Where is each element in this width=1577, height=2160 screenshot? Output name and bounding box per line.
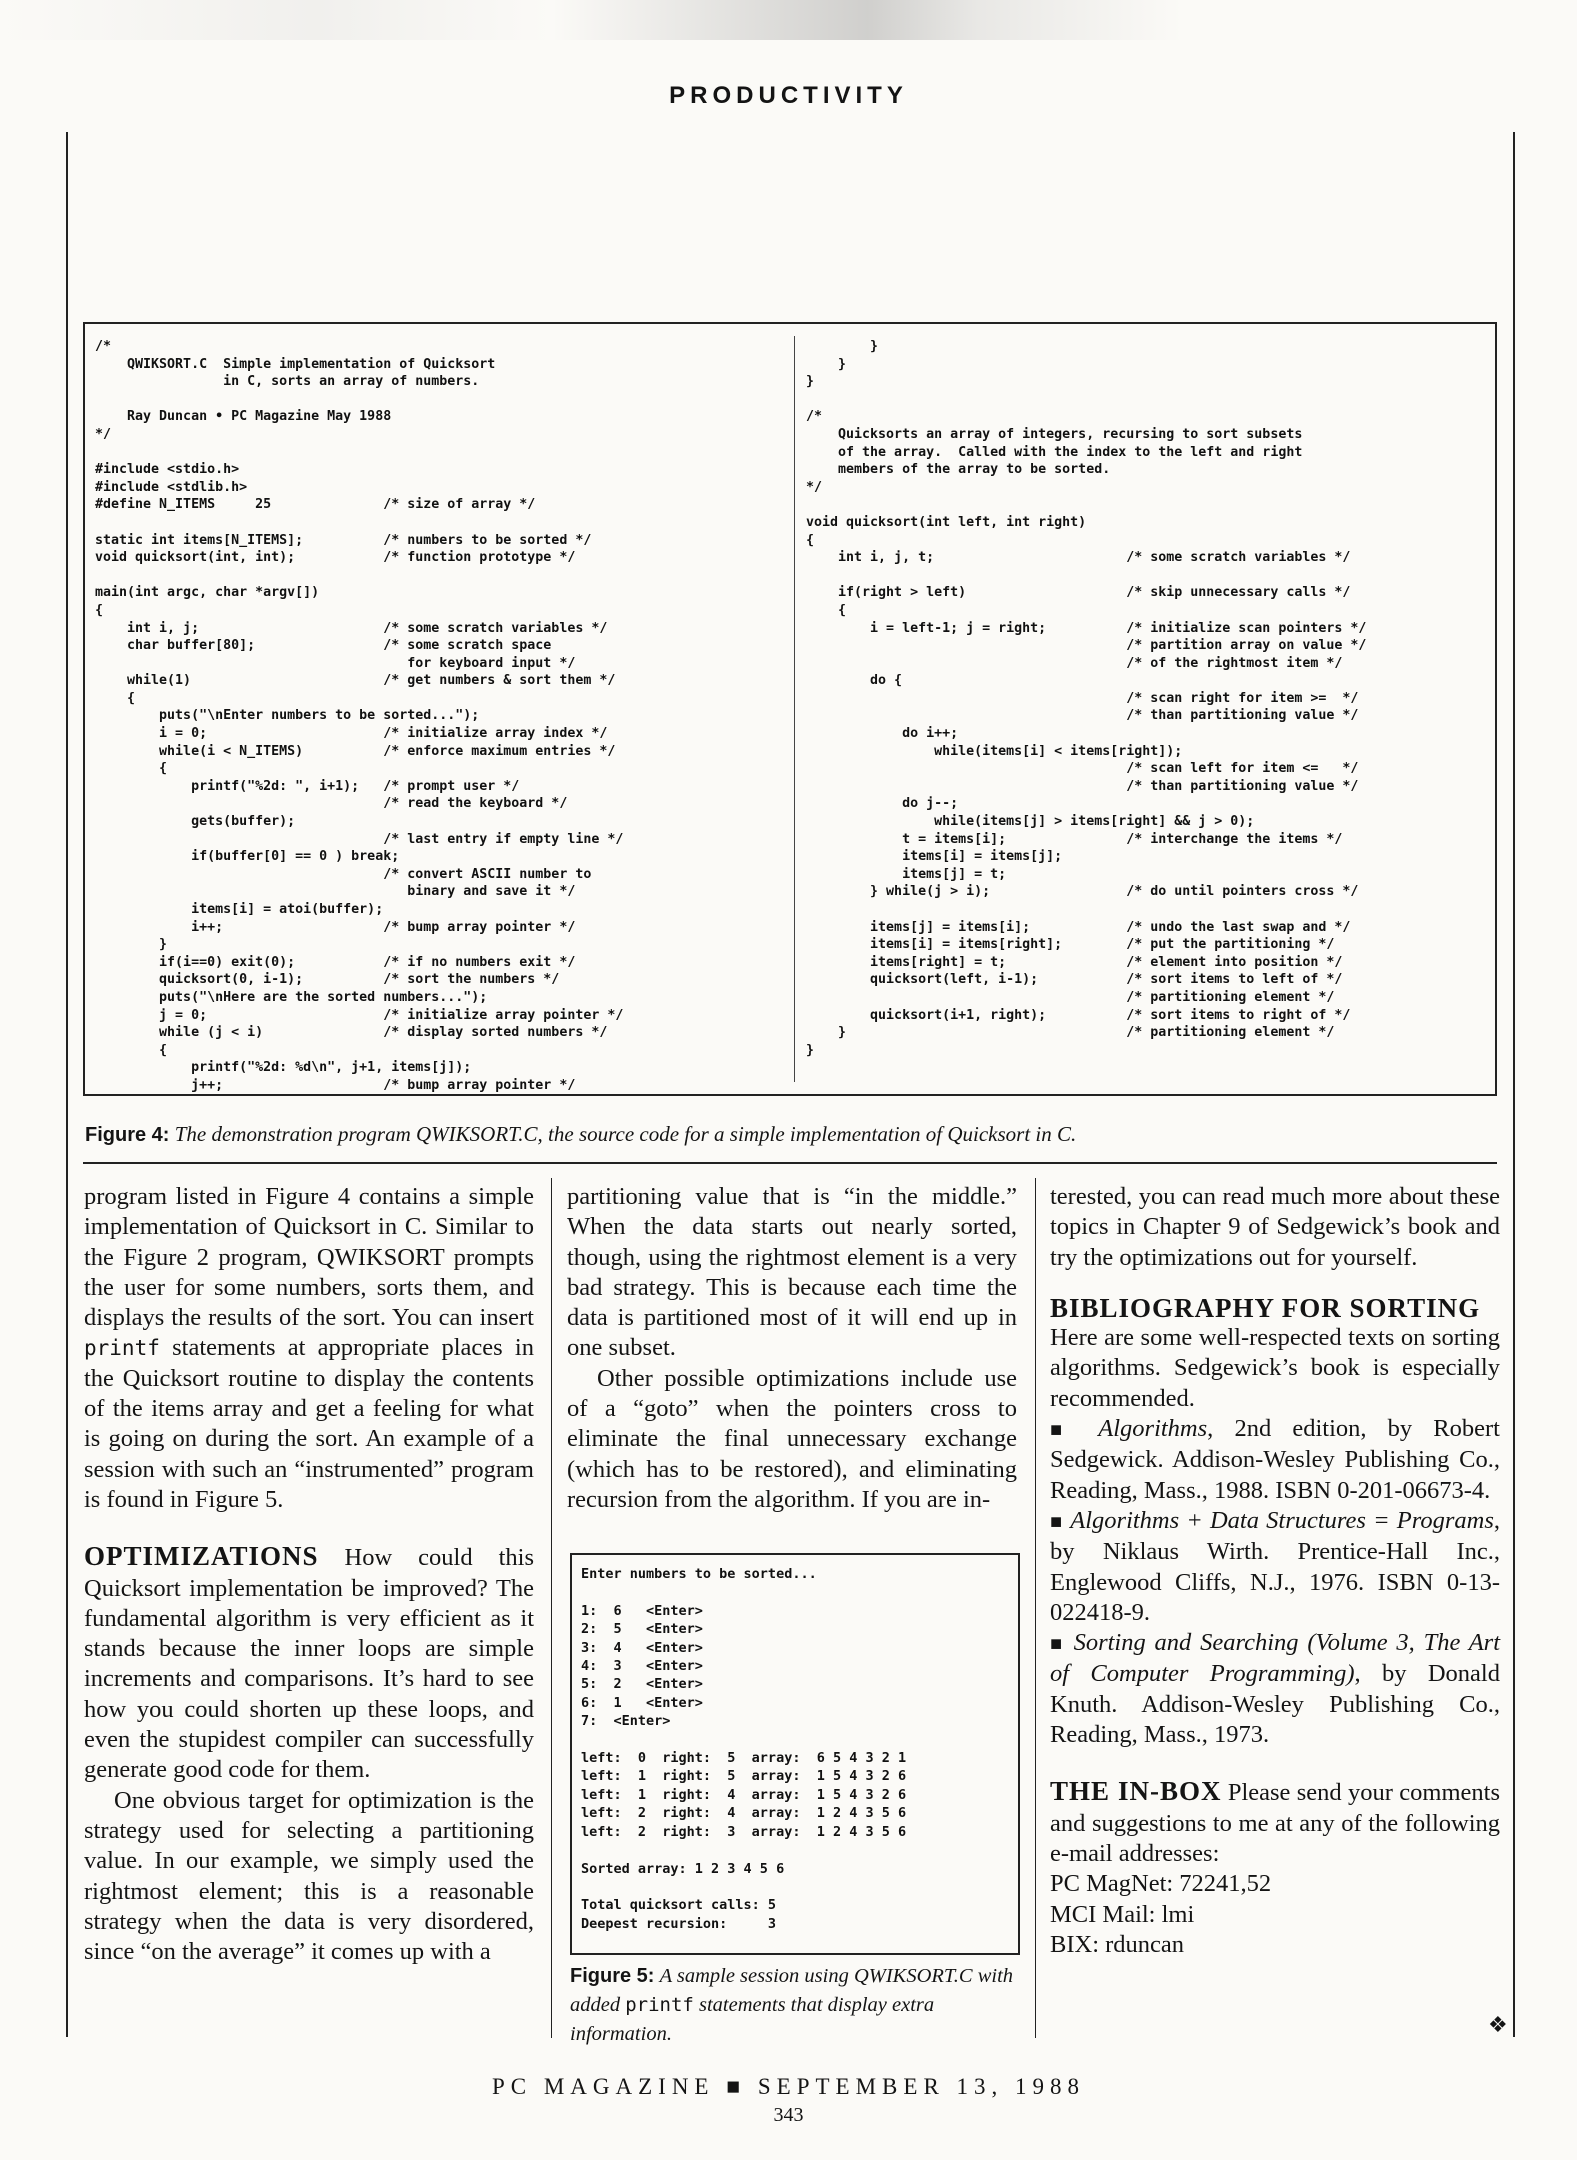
col1-paragraph-3: One obvious target for optimization is the strategy used for selecting a partitioning value. In our example, we simply used the rightmost element; this is a reasonable strategy when the data is very disordered, since “on the average” it comes up with a <box>84 1786 534 1966</box>
caption-rule <box>83 1162 1497 1164</box>
bibliography-entry-1: ■ Algorithms, 2nd edition, by Robert Sedgewick. Addison-Wesley Publishing Co., Reading, Mass., 1988. ISBN 0-201-06673-4. <box>1050 1415 1500 1504</box>
column-rule-1 <box>551 1178 552 2038</box>
bibliography-intro: Here are some well-respected texts on sorting algorithms. Sedgewick’s book is especially recommended. <box>1050 1324 1500 1412</box>
col2-paragraph-1: partitioning value that is “in the middle.” When the data starts out nearly sorted, though, using the rightmost element is a very bad strategy. This is because each time the data is partitioned most of it will end up in one subset. <box>567 1183 1017 1362</box>
column-rule-2 <box>1035 1178 1036 2038</box>
end-mark-icon: ❖ <box>1488 2012 1508 2037</box>
contact-bix: BIX: rduncan <box>1050 1930 1185 1958</box>
printf-inline-code: printf <box>84 1336 160 1361</box>
figure-4-caption-text: The demonstration program QWIKSORT.C, the source code for a simple implementation of Quicksort in C. <box>174 1122 1077 1146</box>
col2-paragraph-2: Other possible optimizations include use of a “goto” when the pointers cross to eliminate the final unnecessary exchange (which has to be restored), and eliminating recursion from the algorithm. If you are in- <box>567 1364 1017 1513</box>
column-2 <box>567 1182 1017 1515</box>
col1-paragraph-2: OPTIMIZATIONS How could this Quicksort implementation be improved? The fundamental algorithm is very efficient as it stands because the inner loops are simple increments and comparisons. It’s hard to see how you could shorten up these loops, and even the stupidest compiler can successfully generate good code for them. <box>84 1541 534 1784</box>
figure-5-caption-label: Figure 5: <box>570 1965 655 1987</box>
left-margin-rule <box>66 132 68 2037</box>
right-margin-rule <box>1513 132 1515 2037</box>
figure-4-divider <box>794 336 795 1082</box>
bibliography-entry-3: ■ Sorting and Searching (Volume 3, The Art of Computer Programming), by Donald Knuth. Addison-Wesley Publishing Co., Reading, Mass., 1973. <box>1050 1629 1500 1749</box>
column-3 <box>1050 1182 1500 1960</box>
section-label: PRODUCTIVITY <box>669 82 908 109</box>
column-1 <box>84 1182 534 1967</box>
figure-4-box <box>83 322 1497 1096</box>
contact-pcmagnet: PC MagNet: 72241,52 <box>1050 1870 1272 1898</box>
inbox-paragraph: THE IN-BOX Please send your comments and suggestions to me at any of the following e-mail addresses: <box>1050 1776 1500 1867</box>
figure-5-code: Enter numbers to be sorted... 1: 6 <Enter> 2: 5 <Enter> 3: 4 <Enter> 4: 3 <Enter> 5: 2 <Enter> 6: 1 <Enter> 7: <Enter> left: 0 right: 5 array: 6 5 4 3 2 1 left: 1 right: 5 array: 1 5 4 3 2 6 left: 1 right: 4 array: 1 5 4 3 2 6 left: 2 right: 4 array: 1 2 4 3 5 6 left: 2 right: 3 array: 1 2 4 3 5 6 Sorted array: 1 2 3 4 5 6 Total quicksort calls: 5 Deepest recursion: 3 <box>581 1566 907 1932</box>
figure-4-caption <box>85 1120 1505 1149</box>
footer-publication: PC MAGAZINE ■ SEPTEMBER 13, 1988 <box>491 2074 1086 2099</box>
printf-caption-code: printf <box>625 1994 694 2016</box>
contact-mci: MCI Mail: lmi <box>1050 1900 1195 1928</box>
figure-4-right-code: } } } /* Quicksorts an array of integers, recursing to sort subsets of the array. Called with the index to the left and right members of the array to be sorted. */ void quicksort(int left, int right) { int i, j, t; /* some scratch variables */ if(right > left) /* skip unnecessary calls */ { i = left-1; j = right; /* initialize scan pointers */ /* partition array on value */ /* of the rightmost item */ do { /* scan right for item >= */ /* than partitioning value */ do i++; while(items[i] < items[right]); /* scan left for item <= */ /* than partitioning value */ do j--; while(items[j] > items[right] && j > 0); t = items[i]; /* interchange the items */ items[i] = items[j]; items[j] = t; } while(j > i); /* do until pointers cross */ items[j] = items[i]; /* undo the last swap and */ items[i] = items[right]; /* put the partitioning */ items[right] = t; /* element into position */ quicksort(left, i-1); /* sort items to left of */ /* partitioning element */ quicksort(i+1, right); /* sort items to right of */ } /* partitioning element */ } <box>806 339 1367 1058</box>
inbox-heading: THE IN-BOX <box>1050 1776 1222 1807</box>
figure-5-caption: Figure 5: A sample session using QWIKSORT.C with added printf statements that display extra information. <box>570 1965 1014 2045</box>
figure-5-box <box>570 1553 1020 1955</box>
figure-4-left-code: /* QWIKSORT.C Simple implementation of Quicksort in C, sorts an array of numbers. Ray Duncan • PC Magazine May 1988 */ #include <stdio.h> #include <stdlib.h> #define N_ITEMS 25 /* size of array */ static int items[N_ITEMS]; /* numbers to be sorted */ void quicksort(int, int); /* function prototype */ main(int argc, char *argv[]) { int i, j; /* some scratch variables */ char buffer[80]; /* some scratch space for keyboard input */ while(1) /* get numbers & sort them */ { puts("\nEnter numbers to be sorted..."); i = 0; /* initialize array index */ while(i < N_ITEMS) /* enforce maximum entries */ { printf("%2d: ", i+1); /* prompt user */ /* read the keyboard */ gets(buffer); /* last entry if empty line */ if(buffer[0] == 0 ) break; /* convert ASCII number to binary and save it */ items[i] = atoi(buffer); i++; /* bump array pointer */ } if(i==0) exit(0); /* if no numbers exit */ quicksort(0, i-1); /* sort the numbers */ puts("\nHere are the sorted numbers..."); j = 0; /* initialize array pointer */ while (j < i) /* display sorted numbers */ { printf("%2d: %d\n", j+1, items[j]); j++; /* bump array pointer */ <box>95 339 624 1093</box>
figure-4-caption-label: Figure 4: <box>85 1124 170 1146</box>
scan-noise <box>0 0 1577 40</box>
col3-paragraph-1: terested, you can read much more about these topics in Chapter 9 of Sedgewick’s book and try the optimizations out for yourself. <box>1050 1183 1500 1271</box>
bibliography-heading: BIBLIOGRAPHY FOR SORTING <box>1050 1292 1481 1323</box>
page-number: 343 <box>773 2104 804 2126</box>
col1-paragraph-1: program listed in Figure 4 contains a simple implementation of Quicksort in C. Similar to the Figure 2 program, QWIKSORT prompts the user for some numbers, sorts them, and displays the results of the sort. You can insert printf statements at appropriate places in the Quicksort routine to display the contents of the items array and get a feeling for what is going on during the sort. An example of a session with such an “instrumented” program is found in Figure 5. <box>84 1183 534 1513</box>
optimizations-heading: OPTIMIZATIONS <box>84 1541 319 1572</box>
bibliography-entry-2: ■ Algorithms + Data Structures = Programs, by Niklaus Wirth. Prentice-Hall Inc., Englewood Cliffs, N.J., 1976. ISBN 0-13-022418-9. <box>1050 1506 1501 1626</box>
